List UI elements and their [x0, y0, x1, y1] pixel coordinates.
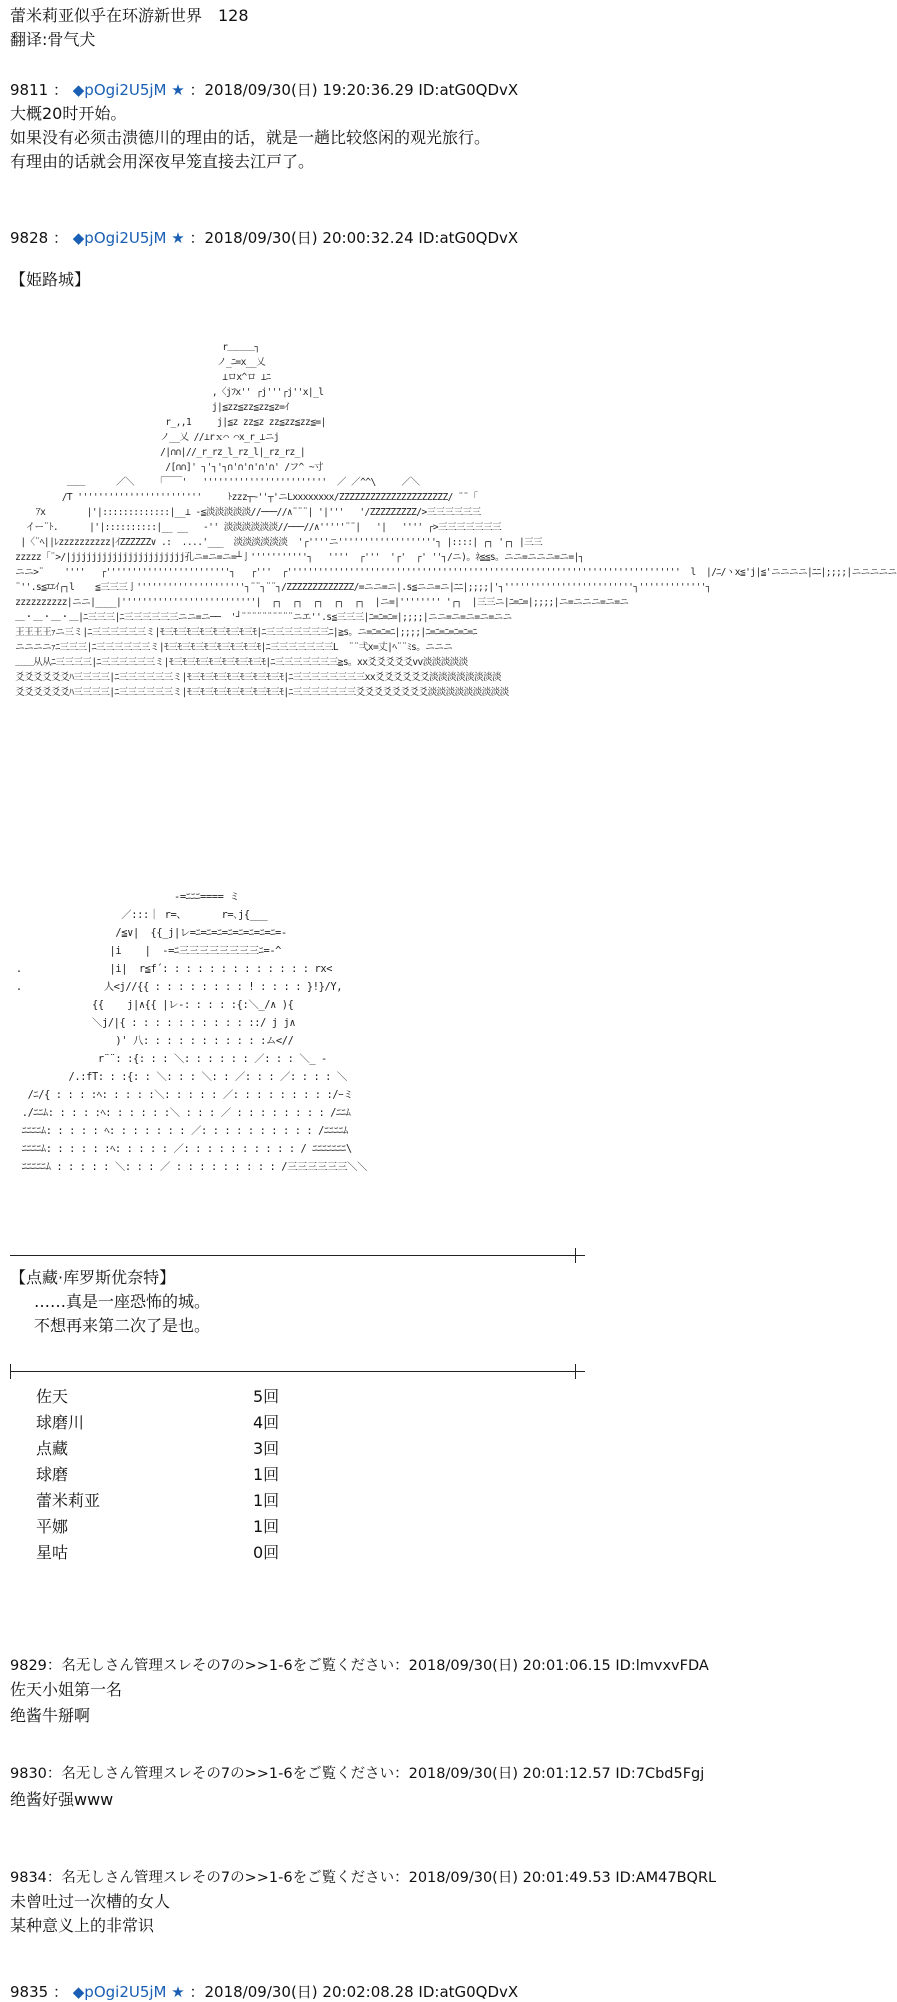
- score-name: 点藏: [36, 1439, 69, 1458]
- separator-tick: [575, 1364, 576, 1379]
- score-value: 1回: [253, 1465, 280, 1484]
- reply-body-line: 某种意义上的非常识: [10, 1916, 155, 1935]
- location-caption: 【姫路城】: [10, 270, 91, 289]
- post-body-line: 如果没有必须击溃德川的理由的话，就是一趟比较悠闲的观光旅行。: [10, 128, 491, 147]
- post-body-line: 有理由的话就会用深夜早笼直接去江戸了。: [10, 152, 315, 171]
- score-name: 蕾米莉亚: [36, 1491, 101, 1510]
- reply-body-line: 绝酱好强www: [10, 1790, 114, 1809]
- post-meta: ：2018/09/30(日) 19:20:36.29 ID:atG0QDvX: [189, 81, 519, 99]
- dialogue-line: 不想再来第二次了是也。: [34, 1316, 211, 1335]
- post-header: 9828 ： ◆pOgi2U5jM ★ ：2018/09/30(日) 20:00:32.24 ID:atG0QDvX: [10, 229, 519, 247]
- score-name: 球磨: [36, 1465, 69, 1484]
- separator-rule: [10, 1255, 585, 1256]
- reply-header: 9830：名无しさん管理スレその7の>>1-6をご覧ください：2018/09/30(日) 20:01:12.57 ID:7Cbd5Fgj: [10, 1766, 705, 1782]
- score-value: 4回: [253, 1413, 280, 1432]
- score-value: 1回: [253, 1491, 280, 1510]
- author-trip-link[interactable]: ◆pOgi2U5jM ★: [72, 229, 185, 247]
- post-number: 9835: [10, 1983, 49, 2001]
- reply-body-line: 未曾吐过一次槽的女人: [10, 1892, 171, 1911]
- author-trip-link[interactable]: ◆pOgi2U5jM ★: [72, 81, 185, 99]
- separator-rule: [10, 1371, 585, 1372]
- post-number: 9828: [10, 229, 49, 247]
- post-header: 9811 ： ◆pOgi2U5jM ★ ：2018/09/30(日) 19:20:36.29 ID:atG0QDvX: [10, 81, 519, 99]
- separator-tick: [575, 1248, 576, 1263]
- post-header: 9835 ： ◆pOgi2U5jM ★ ：2018/09/30(日) 20:02:08.28 ID:atG0QDvX: [10, 1983, 519, 2001]
- reply-header: 9834：名无しさん管理スレその7の>>1-6をご覧ください：2018/09/30(日) 20:01:49.53 ID:AM47BQRL: [10, 1870, 717, 1886]
- document-title: 蕾米莉亚似乎在环游新世界 128: [10, 6, 249, 25]
- speaker-name: 【点藏·库罗斯优奈特】: [10, 1268, 176, 1287]
- score-value: 1回: [253, 1517, 280, 1536]
- score-value: 0回: [253, 1543, 280, 1562]
- reply-header: 9829：名无しさん管理スレその7の>>1-6をご覧ください：2018/09/30(日) 20:01:06.15 ID:lmvxvFDA: [10, 1658, 709, 1674]
- castle-ascii-art: r＿＿＿┐ ノ_ﾆ=x__乂 ⊥ロx^ロ ⊥ﾆ ,〈jﾌx'' ┌j'''┌j''x|_l j|≦zz≦zz≦zz≦z=ｲ r_,,1 j|≦z zz≦z zz≦zz≦zz≦=| ノ__乂 //⊥rｘ⌒ ⌒x_r_⊥ニj /|∩∩|//_r_rz_l_rz_l|_rz_rz_| /[∩∩]' ┐'┐'┐∩'∩'∩'∩'∩' /フ^ ~寸 ＿＿ ／＼ 「￣￣' '''''''''''''''''''''''' ／ ／^^\ ／＼ /T '''''''''''''''''''''''' ﾄzzz┬~''┬'ニLxxxxxxxx/ZZZZZZZZZZZZZZZZZZZZZ/ ¨¨「 ｱx |'|:::::::::::::|__⊥ -≦淡淡淡淡淡//───//∧¨¨¨| '|''' '/ZZZZZZZZZ/>三三三三三三 イー¨ﾄ. |'|::::::::::|__ __ -'' 淡淡淡淡淡淡//───//∧'''''¨¨| '| '''' ┌>三三三三三三三 |〈¨ﾍ||ﾚzzzzzzzzzz|ｲZZZZZZ∨ .: ....'___ 淡淡淡淡淡淡 '┌''''ニ'''''''''''''''''''┐ |::::| ┌┐ '┌┐ |三三 zzzzz「¨>/|jjjjjjjjjjjjjjjjjjjjjj孔ニ=ニ=ニ=┴亅'''''''''''┐ '''' ┌''' '┌' ┌' ''┐/ニ)。ﾈ≦≦s。ニニ=ニニニ=ニ=|┐ ニニ>¨ '''' ┌''''''''''''''''''''''''┐ ┌''' ┌'''''''''''''''''''''''''''''''''''''''''''''''''''''''''''''''''''''''''''' l |/ﾆ/ヽx≦'j|≦'ニニニニ|ﾆﾆ|;;;;|ニニニニニ ¨''.s≦ｴｴｲ┌┐l ≦三三三亅'''''''''''''''''''''┐¨¨┐¨¨┐/ZZZZZZZZZZZZZ/=ニニ=ニ|.s≦ニニ=ニ|ﾆﾆ|;;;;|'┐'''''''''''''''''''''''''┐'''''''''''''┐ zzzzzzzzzz|ニニ|____|''''''''''''''''''''''''''| ┌┐ ┌┐ ┌┐ ┌┐ ┌┐ |ニ=|'''''''' '┌┐ |三三ニ|ﾆ=ﾆ=|;;;;|ニ=ニニニ=ニ=ニ ＿・＿・＿・＿|ﾆ三三三|ﾆ三三三三三三ニニ=ニ── '┘¨¨¨¨¨¨¨¨¨¨ニエ''.s≦三三三|ﾆ=ﾆ=ﾆ=|;;;;|ニニ=ニ=ニ=ニ=ニニ 王王王王ｧニ三ミ|ﾆ三三三三三三ミ|ﾓ三ﾓ三ﾓ三ﾓ三ﾓ三ﾓ三ﾓ三ﾓ|ﾆ三三三三三三三ﾆ|≧s。ニ=ﾆ=ﾆ=ﾆ|;;;;|ﾆ=ﾆ=ﾆ=ﾆ=ﾆ=ﾆ ニニニニｧﾆ三三三|ﾆ三三三三三三ミ|ﾓ三ﾓ三ﾓ三ﾓ三ﾓ三ﾓ三ﾓ三ﾓ|ﾆ三三三三三三三L ¨¨弌x=丈|ﾍ¨¨ﾐs。ニニニ ＿＿从从ﾆ三三三三|ﾆ三三三三三三ミ|ﾓ三ﾓ三ﾓ三ﾓ三ﾓ三ﾓ三ﾓ三ﾓ|ﾆ三三三三三三三≧s。xx爻爻爻爻爻vv淡淡淡淡淡 爻爻爻爻爻爻ﾊ三三三三|ﾆ三三三三三三ミ|ﾓ三ﾓ三ﾓ三ﾓ三ﾓ三ﾓ三ﾓ三ﾓ|ﾆ三三三三三三三三xx爻爻爻爻爻爻淡淡淡淡淡淡淡淡 爻爻爻爻爻爻ﾊ三三三三|ﾆ三三三三三三ミ|ﾓ三ﾓ三ﾓ三ﾓ三ﾓ三ﾓ三ﾓ三ﾓ|ﾆ三三三三三三三爻爻爻爻爻爻爻爻淡淡淡淡淡淡淡淡淡: [15, 342, 897, 698]
- post-meta: ：2018/09/30(日) 20:02:08.28 ID:atG0QDvX: [189, 1983, 519, 2001]
- author-trip-link[interactable]: ◆pOgi2U5jM ★: [72, 1983, 185, 2001]
- score-name: 平娜: [36, 1517, 69, 1536]
- score-name: 星咕: [36, 1543, 69, 1562]
- post-number: 9811: [10, 81, 49, 99]
- character-ascii-art: -=ﾆﾆﾆ==== ミ ／:::｜ r=、 r=､j{___ /≦∨| {{_j|レ=ﾆ=ﾆ=ﾆ=ﾆ=ﾆ=ﾆ=ﾆ=ﾆ=- |i | -=ﾆ三三三三三三三三ﾆ=-^ . |i| r≦f´: : : : : : : : : : : : : rx< . 人<j//{{ : : : : : : : : ! : : : : }!}/Y, {{ j|∧{{ |レ-: : : : :{:＼_/∧ ){ ＼j/|{ : : : : : : : : : : ::/ j j∧ )' 八: : : : : : : : : : :ム<// r¨¨: :{: : : ＼: : : : : : ／: : : ＼_ - /.:fT: : :{: : ＼: : : ＼: : ／: : : ／: : : : ＼ /ﾆ/{ : : : :ﾍ: : : : :＼: : : : : ／: : : : : : : : :/ｰミ ./ﾆﾆﾑ: : : : :ﾍ: : : : : :＼ : : : ／ : : : : : : : : /ﾆﾆﾑ ﾆﾆﾆﾆﾑ: : : : : ﾍ: : : : : : : ／: : : : : : : : : : /ﾆﾆﾆﾆﾑ ﾆﾆﾆﾆﾑ: : : : : :ﾍ: : : : : ／: : : : : : : : : : / ﾆﾆﾆﾆﾆﾆﾆ\ ﾆﾆﾆﾆﾆﾑ : : : : : ＼: : : ／ : : : : : : : : : /三三三三三三＼＼: [15, 891, 368, 1173]
- translator-credit: 翻译:骨气犬: [10, 30, 96, 49]
- score-value: 5回: [253, 1387, 280, 1406]
- score-name: 佐天: [36, 1387, 69, 1406]
- score-name: 球磨川: [36, 1413, 85, 1432]
- post-body-line: 大概20时开始。: [10, 104, 127, 123]
- post-meta: ：2018/09/30(日) 20:00:32.24 ID:atG0QDvX: [189, 229, 519, 247]
- separator-tick: [10, 1364, 11, 1379]
- score-value: 3回: [253, 1439, 280, 1458]
- reply-body-line: 佐天小姐第一名: [10, 1680, 123, 1699]
- dialogue-line: ……真是一座恐怖的城。: [34, 1292, 211, 1311]
- reply-body-line: 绝酱牛掰啊: [10, 1706, 91, 1725]
